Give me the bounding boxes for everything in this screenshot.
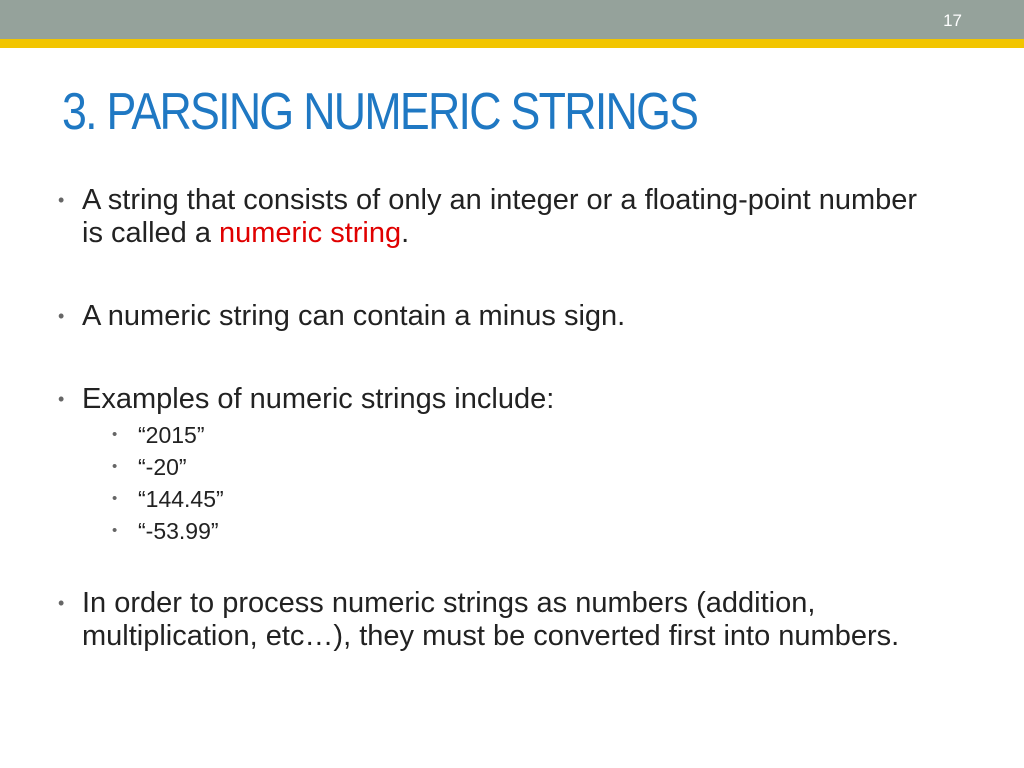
example-item bbox=[82, 483, 918, 515]
bullet-dot-icon: • bbox=[58, 389, 65, 409]
highlight-term: numeric string bbox=[219, 217, 402, 249]
header-band bbox=[0, 0, 1024, 39]
accent-stripe bbox=[0, 39, 1024, 48]
slide-title: 3. PARSING NUMERIC STRINGS bbox=[62, 83, 698, 141]
examples-list bbox=[82, 419, 918, 547]
bullet-dot-icon: • bbox=[58, 190, 65, 210]
bullet-minus-sign bbox=[58, 300, 918, 333]
bullet-examples bbox=[58, 383, 918, 547]
bullet-dot-icon: • bbox=[58, 306, 65, 326]
example-text: “-53.99” bbox=[138, 518, 219, 544]
bullet-text: Examples of numeric strings include: bbox=[82, 383, 555, 415]
bullet-dot-icon: • bbox=[58, 593, 65, 613]
slide-number: 17 bbox=[943, 11, 962, 30]
example-text: “-20” bbox=[138, 454, 187, 480]
sub-bullet-dot-icon: • bbox=[112, 490, 118, 507]
example-item bbox=[82, 515, 918, 547]
sub-bullet-dot-icon: • bbox=[112, 426, 118, 443]
bullet-text: A string that consists of only an integer or a floating-point number is called a bbox=[82, 184, 918, 249]
example-item bbox=[82, 419, 918, 451]
bullet-conversion bbox=[58, 587, 918, 653]
example-text: “2015” bbox=[138, 422, 205, 448]
example-text: “144.45” bbox=[138, 486, 224, 512]
bullet-numeric-string-definition bbox=[58, 184, 918, 250]
bullet-text-end: . bbox=[401, 217, 410, 249]
bullet-text: A numeric string can contain a minus sign. bbox=[82, 300, 626, 332]
slide-content bbox=[58, 184, 918, 653]
bullet-text: In order to process numeric strings as numbers (addition, multiplication, etc…), they must be converted first into numbers. bbox=[82, 587, 900, 652]
sub-bullet-dot-icon: • bbox=[112, 458, 118, 475]
example-item bbox=[82, 451, 918, 483]
sub-bullet-dot-icon: • bbox=[112, 522, 118, 539]
